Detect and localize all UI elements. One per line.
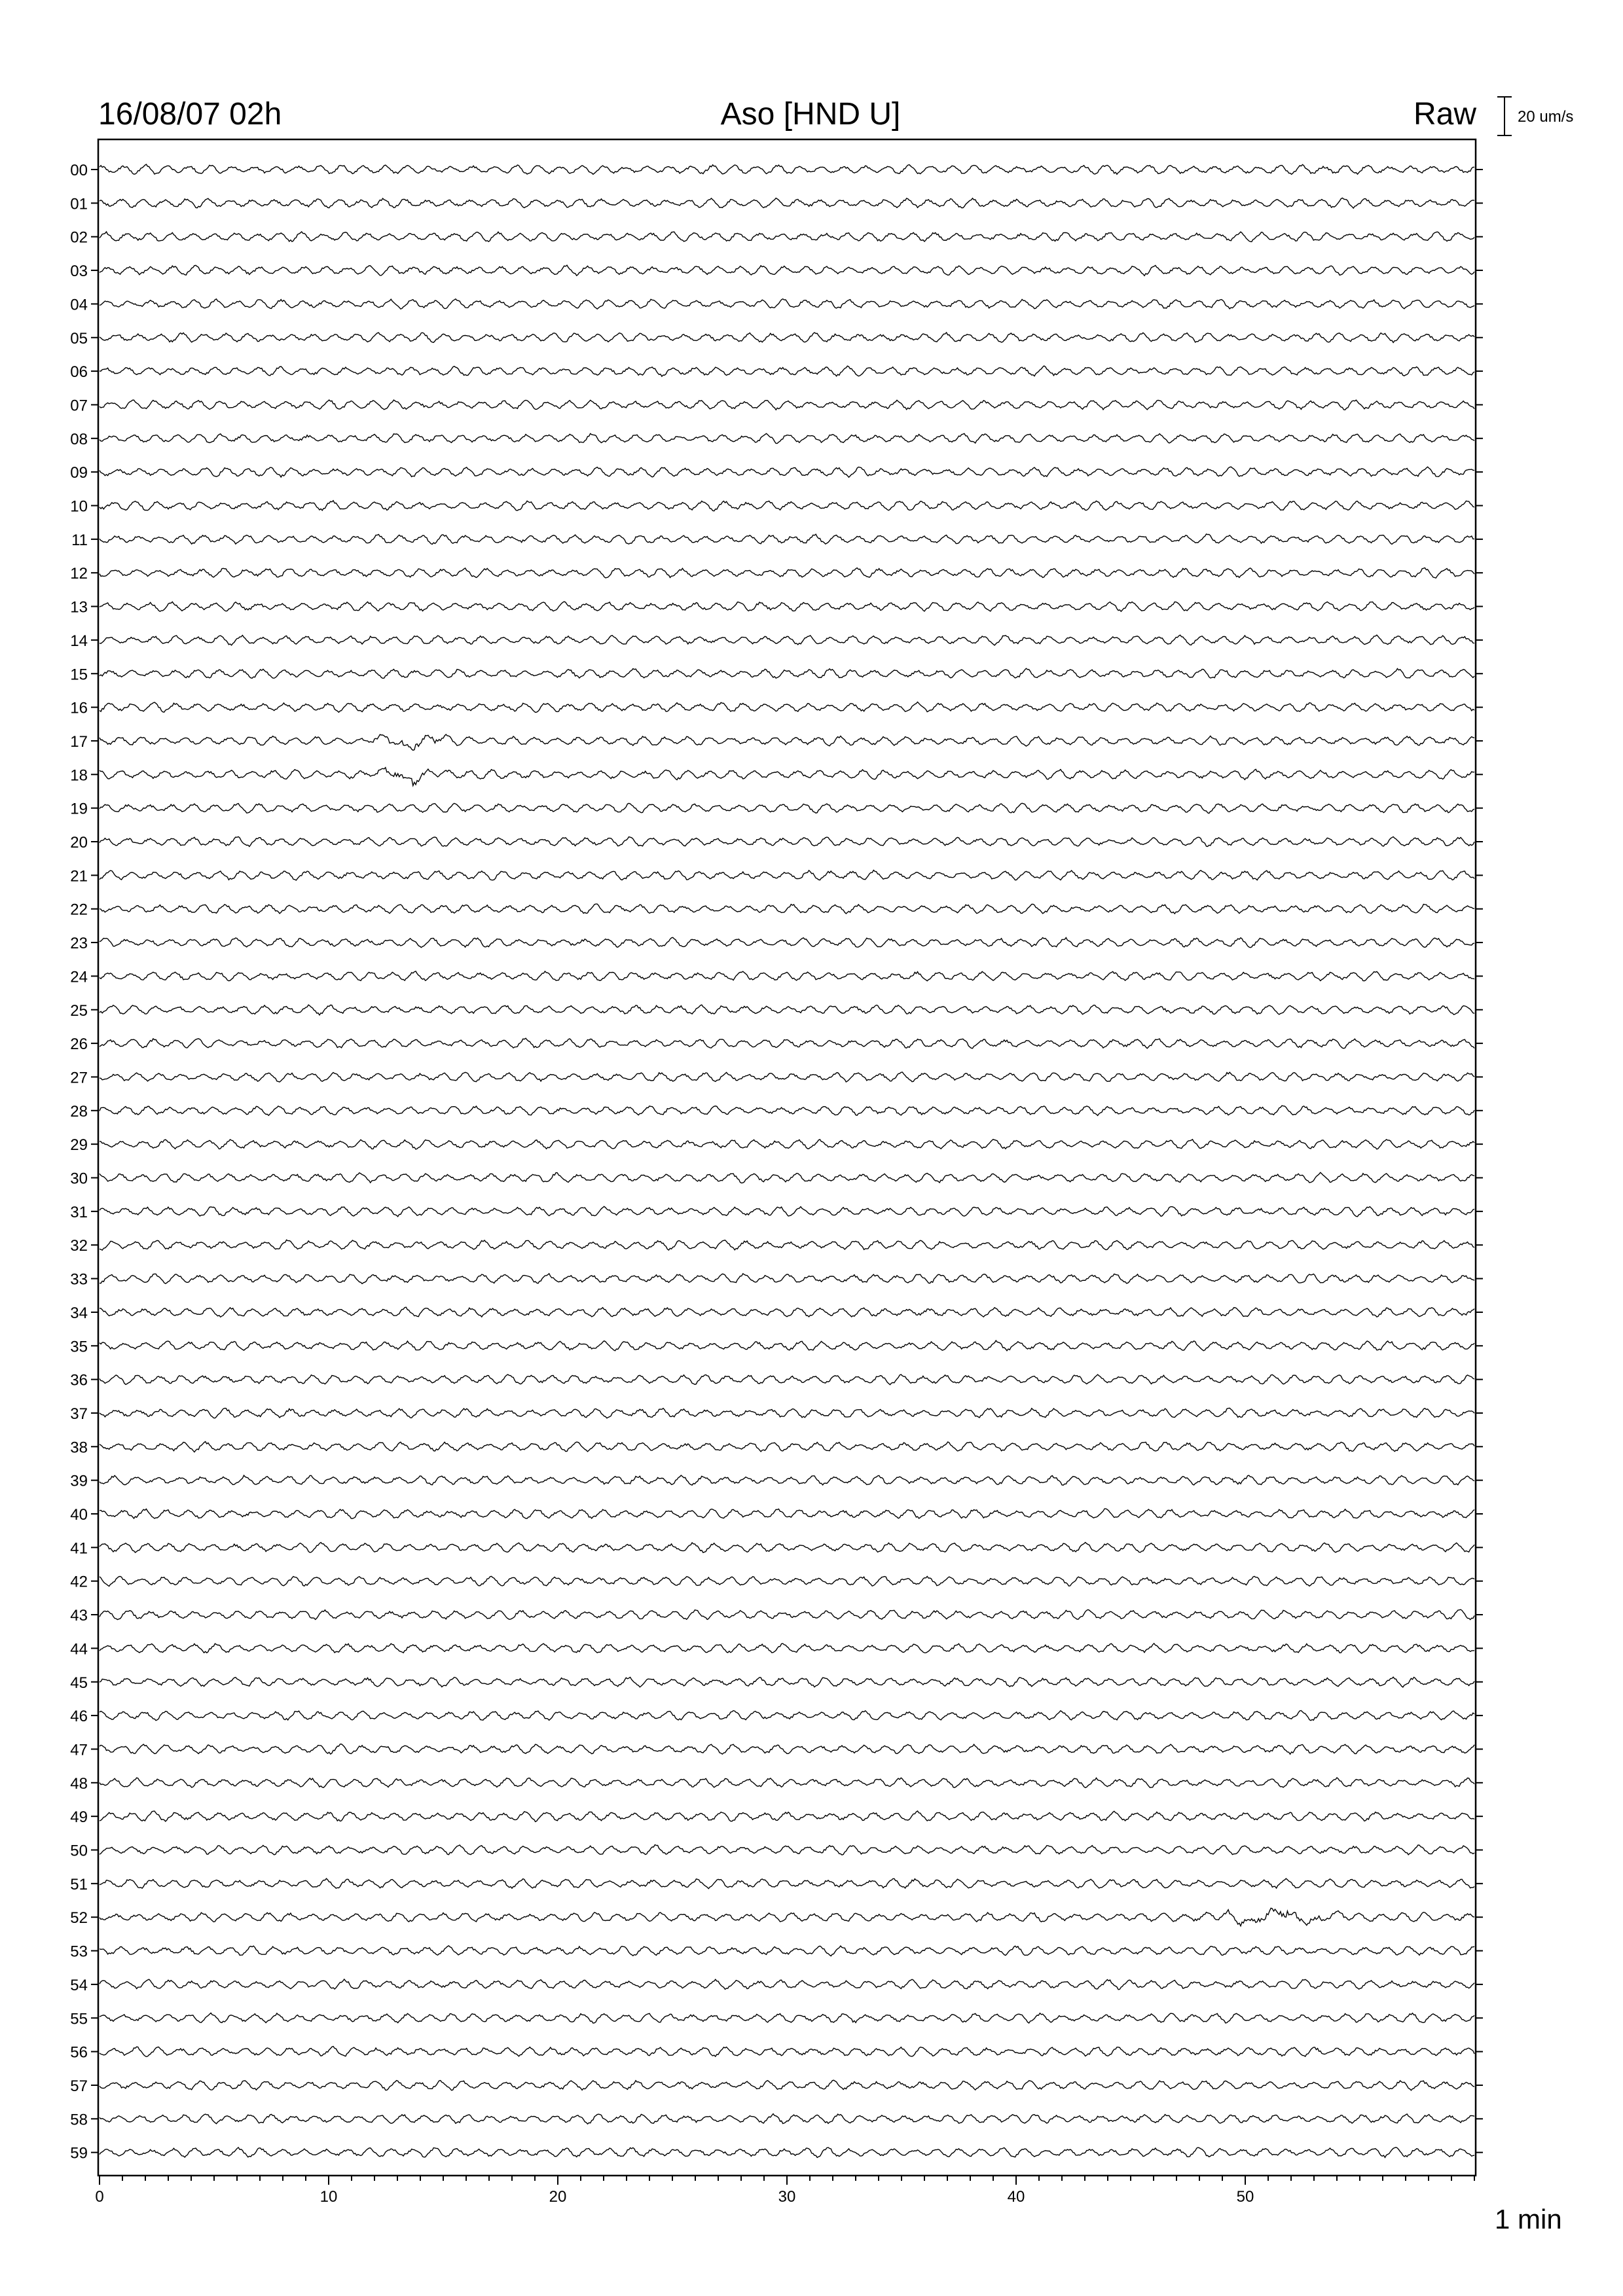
row-label: 30	[70, 1170, 88, 1188]
row-label: 43	[70, 1607, 88, 1625]
amplitude-scale-bar	[1497, 97, 1512, 135]
trace-row	[100, 1643, 1474, 1653]
row-label: 41	[70, 1539, 88, 1558]
trace-row	[100, 1005, 1474, 1015]
row-label: 37	[70, 1405, 88, 1423]
trace-row	[100, 400, 1474, 410]
row-label: 56	[70, 2043, 88, 2062]
x-tick-label: 50	[1236, 2188, 1254, 2206]
trace-row	[100, 601, 1474, 611]
row-label: 23	[70, 935, 88, 953]
x-tick-label: 40	[1007, 2188, 1025, 2206]
row-label: 06	[70, 363, 88, 382]
trace-row	[100, 1979, 1474, 1990]
trace-row	[100, 1845, 1474, 1856]
row-label: 32	[70, 1237, 88, 1255]
trace-row	[100, 332, 1474, 342]
trace-row	[100, 1609, 1474, 1619]
row-label: 02	[70, 228, 88, 247]
trace-row	[100, 1442, 1474, 1452]
row-label: 20	[70, 834, 88, 852]
trace-row	[100, 232, 1474, 242]
trace-row	[100, 534, 1474, 545]
row-label: 40	[70, 1506, 88, 1524]
trace-row	[100, 937, 1474, 948]
row-label: 47	[70, 1741, 88, 1759]
row-label: 59	[70, 2144, 88, 2162]
row-label: 01	[70, 195, 88, 213]
row-label: 14	[70, 632, 88, 650]
trace-row	[100, 1576, 1474, 1586]
trace-group	[100, 164, 1474, 2157]
row-label: 58	[70, 2111, 88, 2129]
trace-row	[100, 1878, 1474, 1888]
row-label: 42	[70, 1573, 88, 1591]
trace-row	[100, 1908, 1474, 1926]
x-tick-label: 0	[95, 2188, 104, 2206]
trace-row	[100, 1072, 1474, 1082]
row-label: 11	[71, 531, 88, 549]
row-label: 15	[70, 666, 88, 684]
trace-row	[100, 702, 1474, 713]
row-label: 24	[70, 968, 88, 986]
trace-row	[100, 366, 1474, 376]
datetime-title: 16/08/07 02h	[98, 97, 282, 132]
trace-row	[100, 265, 1474, 276]
trace-row	[100, 1374, 1474, 1385]
trace-row	[100, 2013, 1474, 2024]
row-label: 00	[70, 162, 88, 179]
trace-row	[100, 1105, 1474, 1115]
trace-row	[100, 501, 1474, 511]
trace-row	[100, 1677, 1474, 1687]
trace-row	[100, 734, 1474, 750]
row-label: 08	[70, 430, 88, 448]
trace-row	[100, 635, 1474, 645]
trace-row	[100, 1340, 1474, 1351]
row-label: 39	[70, 1472, 88, 1490]
row-label: 03	[70, 262, 88, 281]
trace-row	[100, 433, 1474, 443]
trace-row	[100, 1139, 1474, 1149]
trace-row	[100, 768, 1474, 786]
row-label: 27	[70, 1069, 88, 1087]
row-label: 19	[70, 800, 88, 818]
trace-row	[100, 1543, 1474, 1553]
trace-row	[100, 904, 1474, 914]
row-label: 31	[70, 1203, 88, 1221]
trace-row	[100, 1240, 1474, 1250]
trace-row	[100, 568, 1474, 579]
trace-row	[100, 2080, 1474, 2090]
trace-row	[100, 1172, 1474, 1183]
trace-row	[100, 1206, 1474, 1217]
trace-row	[100, 836, 1474, 846]
trace-row	[100, 299, 1474, 309]
row-label: 35	[70, 1338, 88, 1356]
row-label: 34	[70, 1304, 88, 1322]
row-label: 17	[70, 732, 88, 751]
row-label: 57	[70, 2077, 88, 2095]
row-label: 22	[70, 901, 88, 919]
row-label: 45	[70, 1674, 88, 1692]
row-label: 44	[70, 1640, 88, 1659]
row-label-group	[70, 162, 1483, 2162]
trace-row	[100, 1408, 1474, 1418]
row-label: 55	[70, 2010, 88, 2028]
trace-row	[100, 2147, 1474, 2158]
row-label: 46	[70, 1708, 88, 1726]
row-label: 26	[70, 1035, 88, 1054]
trace-row	[100, 1744, 1474, 1755]
trace-row	[100, 971, 1474, 981]
trace-row	[100, 803, 1474, 813]
x-tick-label: 30	[778, 2188, 796, 2206]
row-label: 28	[70, 1102, 88, 1121]
trace-row	[100, 1038, 1474, 1049]
x-tick-label: 10	[319, 2188, 338, 2206]
x-axis	[95, 2176, 1474, 2206]
trace-row	[100, 1307, 1474, 1317]
row-label: 49	[70, 1808, 88, 1827]
trace-row	[100, 668, 1474, 678]
row-label: 16	[70, 699, 88, 717]
row-label: 48	[70, 1774, 88, 1793]
plot-frame	[98, 139, 1476, 2176]
trace-row	[100, 1274, 1474, 1283]
row-label: 10	[70, 497, 88, 516]
row-label: 04	[70, 296, 88, 314]
trace-row	[100, 2114, 1474, 2125]
amplitude-scale-label: 20 um/s	[1518, 108, 1574, 126]
trace-row	[100, 1778, 1474, 1787]
row-label: 12	[70, 565, 88, 583]
row-label: 09	[70, 464, 88, 482]
mode-label: Raw	[1413, 97, 1476, 132]
row-label: 18	[70, 766, 88, 785]
x-tick-label: 20	[549, 2188, 567, 2206]
row-label: 07	[70, 397, 88, 415]
trace-row	[100, 1509, 1474, 1518]
row-label: 05	[70, 329, 88, 348]
trace-row	[100, 2047, 1474, 2057]
trace-row	[100, 1475, 1474, 1485]
x-axis-unit-label: 1 min	[1495, 2204, 1562, 2234]
trace-row	[100, 198, 1474, 209]
station-title: Aso [HND U]	[720, 97, 901, 132]
row-label: 13	[70, 598, 88, 617]
row-label: 54	[70, 1976, 88, 1994]
row-label: 53	[70, 1943, 88, 1961]
row-label: 38	[70, 1439, 88, 1457]
row-label: 36	[70, 1371, 88, 1390]
trace-row	[100, 1811, 1474, 1821]
row-label: 29	[70, 1136, 88, 1155]
trace-row	[100, 164, 1474, 174]
row-label: 25	[70, 1001, 88, 1020]
row-label: 21	[70, 867, 88, 886]
trace-row	[100, 1711, 1474, 1721]
row-label: 51	[70, 1875, 88, 1893]
trace-row	[100, 467, 1474, 477]
row-label: 52	[70, 1909, 88, 1928]
trace-row	[100, 1946, 1474, 1956]
row-label: 33	[70, 1270, 88, 1289]
row-label: 50	[70, 1842, 88, 1860]
trace-row	[100, 870, 1474, 881]
